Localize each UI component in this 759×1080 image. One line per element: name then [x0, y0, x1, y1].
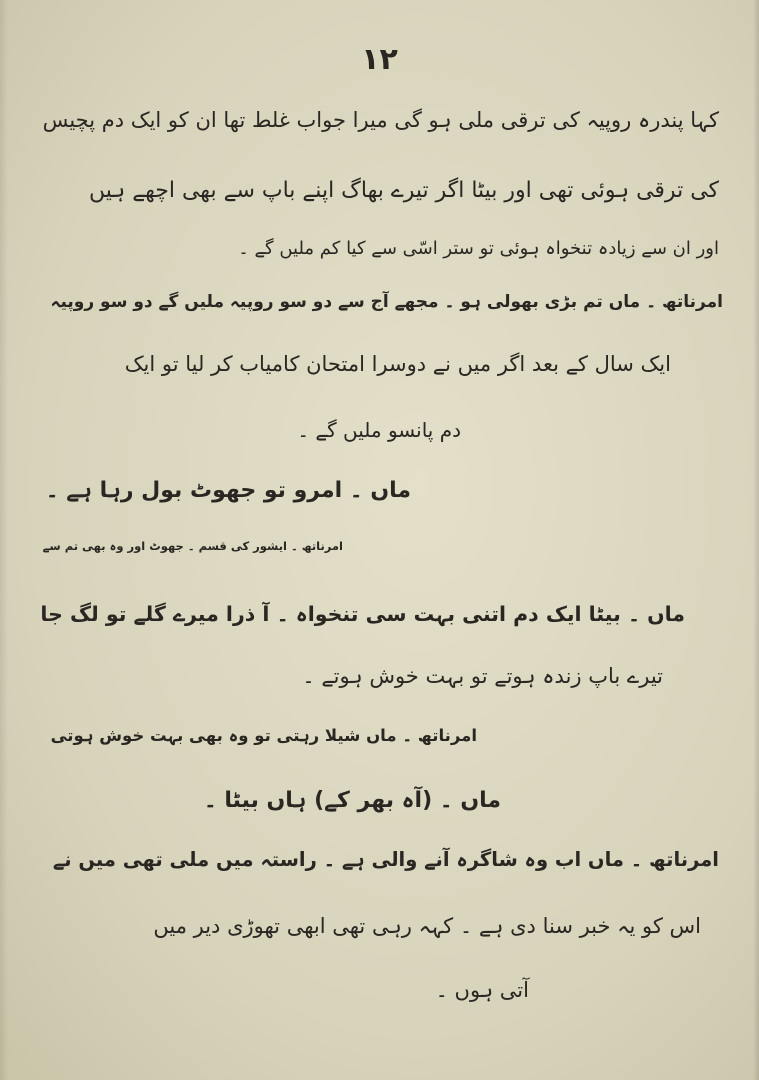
text-line: دم پانسو ملیں گے ۔	[297, 418, 461, 442]
text-line: اور ان سے زیادہ تنخواہ ہوئی تو ستر اسّی سے کیا کم ملیں گے ۔	[238, 238, 719, 259]
text-line: امرناتھ ۔ ایشور کی قسم ۔ جھوٹ اور وہ بھی تم سے	[42, 539, 343, 553]
text-line: آتی ہوں ۔	[435, 978, 529, 1002]
text-line: ایک سال کے بعد اگر میں نے دوسرا امتحان کامیاب کر لیا تو ایک	[124, 352, 671, 376]
text-line: ماں ۔ (آہ بھر کے) ہاں بیٹا ۔	[203, 788, 501, 813]
left-edge-shadow	[0, 0, 8, 1080]
text-line: ماں ۔ بیٹا ایک دم اتنی بہت سی تنخواہ ۔ آ ذرا میرے گلے تو لگ جا	[40, 602, 685, 626]
text-line: تیرے باپ زندہ ہوتے تو بہت خوش ہوتے ۔	[302, 664, 663, 688]
right-edge-shadow	[753, 0, 759, 1080]
text-line: کہا پندرہ روپیہ کی ترقی ملی ہو گی میرا جواب غلط تھا ان کو ایک دم پچیس	[42, 108, 719, 132]
text-line: اس کو یہ خبر سنا دی ہے ۔ کہہ رہی تھی ابھی تھوڑی دیر میں	[153, 914, 701, 938]
text-line: امرناتھ ۔ ماں تم بڑی بھولی ہو ۔ مجھے آج سے دو سو روپیہ ملیں گے دو سو روپیہ	[50, 292, 723, 312]
page-number: ۱۲	[361, 42, 398, 77]
text-line: ماں ۔ امرو تو جھوٹ بول رہا ہے ۔	[45, 478, 411, 503]
text-line: امرناتھ ۔ ماں اب وہ شاگرہ آنے والی ہے ۔ راستہ میں ملی تھی میں نے	[52, 848, 719, 871]
text-line: امرناتھ ۔ ماں شیلا رہتی تو وہ بھی بہت خوش ہوتی	[50, 726, 477, 745]
text-line: کی ترقی ہوئی تھی اور بیٹا اگر تیرے بھاگ اپنے باپ سے بھی اچھے ہیں	[88, 178, 719, 203]
